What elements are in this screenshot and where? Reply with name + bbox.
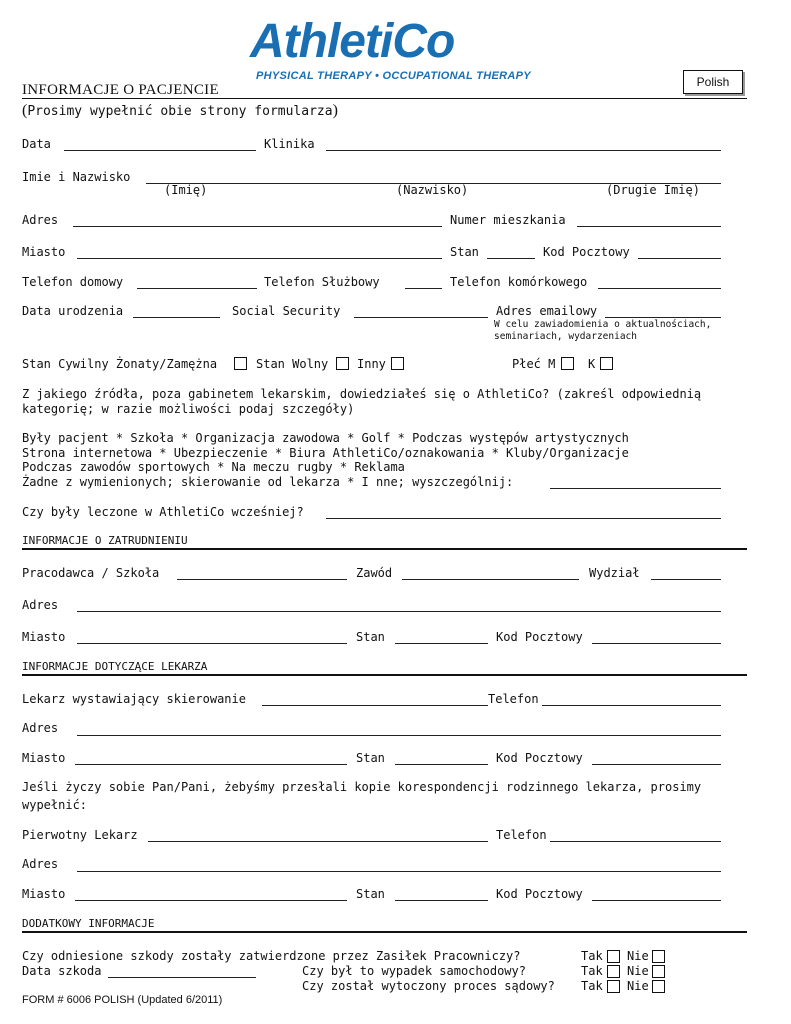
employer-state-field[interactable] [395,643,488,644]
additional-heading: DODATKOWY INFORMACJE [22,917,155,930]
cell-phone-label: Telefon komórkowego [450,275,588,289]
female-checkbox[interactable] [600,357,613,370]
auto-accident-yes-checkbox[interactable] [607,965,620,978]
dob-field[interactable] [133,317,220,318]
primary-phone-field[interactable] [550,841,721,842]
referral-options-line1[interactable]: Były pacjent * Szkoła * Organizacja zawodowa * Golf * Podczas występów artystycznych [22,431,629,445]
previous-treatment-label: Czy były leczone w AthletiCo wcześniej? [22,505,304,519]
logo-tagline: PHYSICAL THERAPY • OCCUPATIONAL THERAPY [256,70,531,82]
referral-options-line3[interactable]: Podczas zawodów sportowych * Na meczu rugby * Reklama [22,460,405,474]
address-label: Adres [22,213,59,227]
dob-label: Data urodzenia [22,304,124,318]
physician-divider [22,674,747,676]
employment-divider [22,548,747,550]
department-field[interactable] [651,579,721,580]
employer-address-label: Adres [22,598,59,612]
employer-city-label: Miasto [22,630,66,644]
work-phone-field[interactable] [405,288,442,289]
primary-city-field[interactable] [75,900,347,901]
physician-city-field[interactable] [75,764,347,765]
apartment-label: Numer mieszkania [450,213,566,227]
language-badge: Polish [683,70,743,94]
referral-question-line2: kategorię; w razie możliwości podaj szczegóły) [22,402,355,416]
injury-date-label: Data szkoda [22,964,102,978]
lawsuit-no-label: Nie [627,979,649,993]
referral-options-line2[interactable]: Strona internetowa * Ubezpieczenie * Biura AthletiCo/oznakowania * Kluby/Organizacje [22,446,629,460]
single-checkbox[interactable] [336,357,349,370]
lawsuit-yes-label: Tak [581,979,603,993]
employer-city-field[interactable] [77,643,347,644]
clinic-label: Klinika [264,137,315,151]
title-divider [22,98,747,99]
physician-heading: INFORMACJE DOTYCZĄCE LEKARZA [22,660,208,673]
home-phone-label: Telefon domowy [22,275,124,289]
workers-comp-yes-checkbox[interactable] [607,950,620,963]
lawsuit-question: Czy został wytoczony proces sądowy? [302,979,555,993]
employment-heading: INFORMACJE O ZATRUDNIENIU [22,534,188,547]
physician-state-label: Stan [356,751,385,765]
page-title: INFORMACJE O PACJENCIE [22,82,219,98]
referral-other-field[interactable] [550,488,721,489]
lawsuit-yes-checkbox[interactable] [607,980,620,993]
male-checkbox[interactable] [561,357,574,370]
primary-state-field[interactable] [395,900,488,901]
physician-state-field[interactable] [395,764,488,765]
home-phone-field[interactable] [137,288,257,289]
ssn-label: Social Security [232,304,341,318]
athletico-logo: AthletiCo [250,15,455,68]
other-checkbox[interactable] [391,357,404,370]
zip-field[interactable] [638,258,721,259]
female-label: K [588,357,596,371]
state-field[interactable] [487,258,535,259]
physician-zip-field[interactable] [592,764,721,765]
primary-city-label: Miasto [22,887,66,901]
email-field[interactable] [605,317,721,318]
other-label: Inny [357,357,386,371]
cell-phone-field[interactable] [598,288,721,289]
workers-comp-yes-label: Tak [581,949,603,963]
copy-request-line2: wypełnić: [22,798,88,812]
city-label: Miasto [22,245,66,259]
primary-state-label: Stan [356,887,385,901]
primary-physician-field[interactable] [148,841,488,842]
additional-divider [22,931,747,933]
previous-treatment-field[interactable] [326,518,721,519]
referral-question-line1: Z jakiego źródła, poza gabinetem lekarskim, dowiedziałeś się o AthletiCo? (zakreśl odpowiednią [22,387,702,401]
address-field[interactable] [73,226,442,227]
occupation-label: Zawód [356,566,393,580]
employer-zip-label: Kod Pocztowy [496,630,583,644]
single-label: Stan Wolny [256,357,329,371]
work-phone-label: Telefon Służbowy [264,275,380,289]
name-label: Imie i Nazwisko [22,170,131,184]
email-note-line2: seminariach, wydarzeniach [494,331,637,342]
auto-accident-question: Czy był to wypadek samochodowy? [302,964,526,978]
zip-label: Kod Pocztowy [543,245,630,259]
physician-phone-label: Telefon [488,692,539,706]
employer-field[interactable] [177,579,347,580]
sex-label: Płeć M [512,357,556,371]
last-name-caption: (Nazwisko) [396,183,469,197]
occupation-field[interactable] [402,579,579,580]
workers-comp-question: Czy odniesione szkody zostały zatwierdzone przez Zasiłek Pracowniczy? [22,949,521,963]
referring-physician-label: Lekarz wystawiający skierowanie [22,692,246,706]
primary-zip-field[interactable] [592,900,721,901]
ssn-field[interactable] [354,317,488,318]
marital-label: Stan Cywilny Żonaty/Zamężna [22,357,218,371]
referring-physician-field[interactable] [262,705,488,706]
state-label: Stan [450,245,479,259]
date-field[interactable] [64,150,256,151]
employer-address-field[interactable] [77,611,721,612]
employer-state-label: Stan [356,630,385,644]
lawsuit-no-checkbox[interactable] [652,980,665,993]
workers-comp-no-checkbox[interactable] [652,950,665,963]
primary-zip-label: Kod Pocztowy [496,887,583,901]
auto-accident-no-checkbox[interactable] [652,965,665,978]
form-footer: FORM # 6006 POLISH (Updated 6/2011) [22,994,223,1006]
primary-physician-label: Pierwotny Lekarz [22,828,138,842]
employer-label: Pracodawca / Szkoła [22,566,160,580]
physician-address-label: Adres [22,721,59,735]
physician-address-field[interactable] [77,735,721,736]
email-label: Adres emailowy [496,304,598,318]
workers-comp-no-label: Nie [627,949,649,963]
primary-address-field[interactable] [77,871,721,872]
copy-request-line1: Jeśli życzy sobie Pan/Pani, żebyśmy przesłali kopie korespondencji rodzinnego lekarza, prosimy [22,780,702,794]
employer-zip-field[interactable] [592,643,721,644]
date-label: Data [22,137,51,151]
department-label: Wydział [589,566,640,580]
primary-address-label: Adres [22,857,59,871]
physician-phone-field[interactable] [542,705,721,706]
middle-name-caption: (Drugie Imię) [606,183,700,197]
clinic-field[interactable] [326,150,721,151]
married-checkbox[interactable] [234,357,247,370]
referral-options-line4[interactable]: Żadne z wymienionych; skierowanie od lekarza * I nne; wyszczególnij: [22,475,514,489]
auto-accident-yes-label: Tak [581,964,603,978]
first-name-caption: (Imię) [164,183,208,197]
email-note-line1: W celu zawiadomienia o aktualnościach, [494,319,712,330]
physician-city-label: Miasto [22,751,66,765]
city-field[interactable] [77,258,442,259]
physician-zip-label: Kod Pocztowy [496,751,583,765]
primary-phone-label: Telefon [496,828,547,842]
injury-date-field[interactable] [108,977,256,978]
apartment-field[interactable] [577,226,721,227]
form-note: (Prosimy wypełnić obie strony formularza) [22,102,338,119]
auto-accident-no-label: Nie [627,964,649,978]
